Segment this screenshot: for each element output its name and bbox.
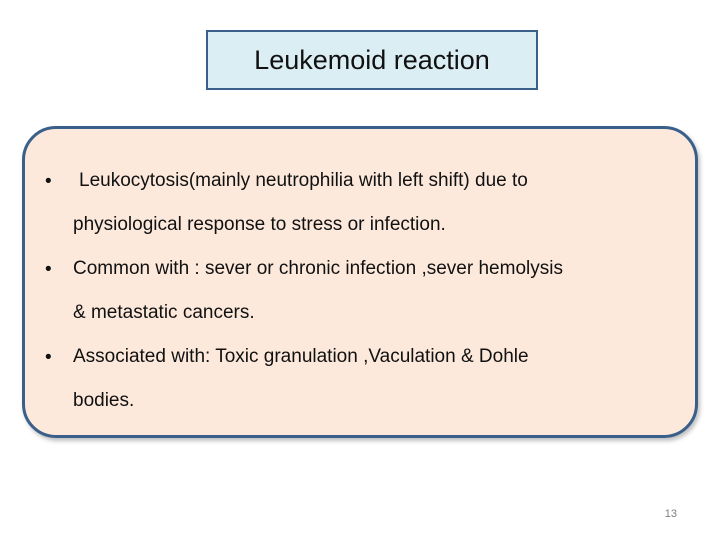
bullet-line: Common with : sever or chronic infection ,sever hemolysis [73, 258, 563, 279]
bullet-text [73, 159, 673, 247]
slide-title: Leukemoid reaction [254, 44, 490, 75]
bullet-icon: • [45, 259, 52, 280]
bullet-text [73, 247, 673, 335]
title-box [206, 30, 538, 90]
bullet-list [25, 129, 695, 435]
page-number: 13 [664, 508, 677, 520]
bullet-icon: • [45, 347, 52, 368]
bullet-line: bodies. [73, 390, 135, 411]
bullet-line: & metastatic cancers. [73, 302, 255, 323]
bullet-line: Leukocytosis(mainly neutrophilia with left shift) due to [79, 170, 528, 191]
bullet-icon: • [45, 171, 52, 192]
bullet-line: Associated with: Toxic granulation ,Vaculation & Dohle [73, 346, 529, 367]
bullet-line: physiological response to stress or infection. [73, 214, 446, 235]
content-box [22, 126, 698, 438]
bullet-text [73, 335, 673, 423]
